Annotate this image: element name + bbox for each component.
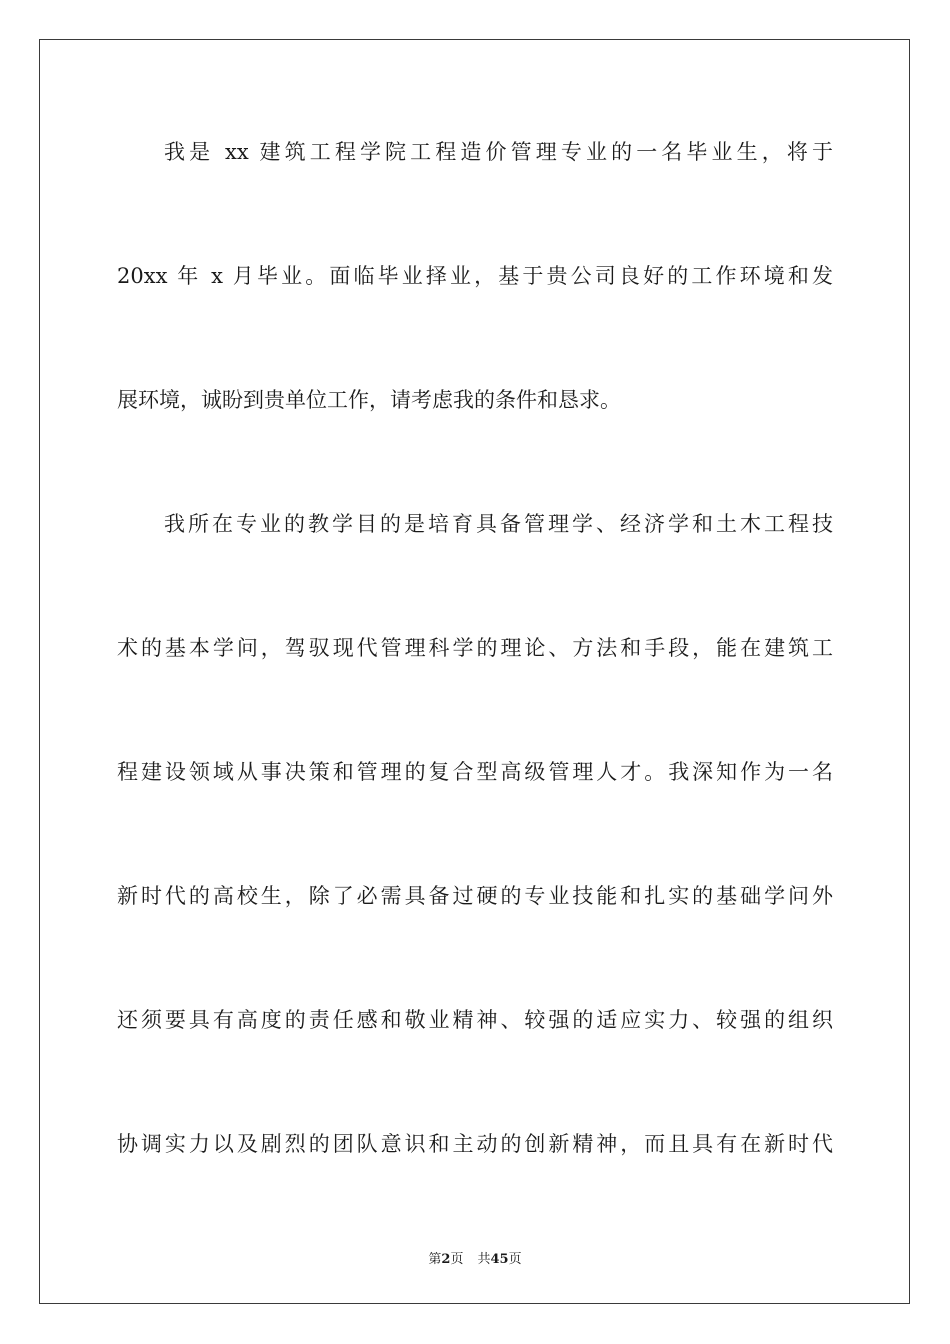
paragraph-2-line-6: 协调实力以及剧烈的团队意识和主动的创新精神，而且具有在新时代 <box>117 1132 833 1156</box>
total-prefix: 共 <box>477 1252 491 1267</box>
paragraph-1-line-3: 展环境，诚盼到贵单位工作，请考虑我的条件和恳求。 <box>117 388 621 412</box>
total-pages: 45 <box>490 1252 509 1267</box>
paragraph-2-line-2: 术的基本学问，驾驭现代管理科学的理论、方法和手段，能在建筑工 <box>117 636 833 660</box>
paragraph-1-line-1: 我是 xx 建筑工程学院工程造价管理专业的一名毕业生，将于 <box>164 140 833 164</box>
page-number: 2 <box>441 1252 451 1267</box>
page-suffix: 页 <box>450 1252 464 1267</box>
paragraph-2-line-1: 我所在专业的教学目的是培育具备管理学、经济学和土木工程技 <box>164 512 833 536</box>
page-prefix: 第 <box>428 1252 442 1267</box>
total-suffix: 页 <box>508 1252 522 1267</box>
paragraph-1-line-2: 20xx 年 x 月毕业。面临毕业择业，基于贵公司良好的工作环境和发 <box>117 264 833 288</box>
paragraph-2-line-4: 新时代的高校生，除了必需具备过硬的专业技能和扎实的基础学问外 <box>117 884 833 908</box>
page-border <box>39 39 910 1304</box>
page-footer <box>0 1248 950 1267</box>
paragraph-2-line-5: 还须要具有高度的责任感和敬业精神、较强的适应实力、较强的组织 <box>117 1008 833 1032</box>
paragraph-2-line-3: 程建设领域从事决策和管理的复合型高级管理人才。我深知作为一名 <box>117 760 833 784</box>
